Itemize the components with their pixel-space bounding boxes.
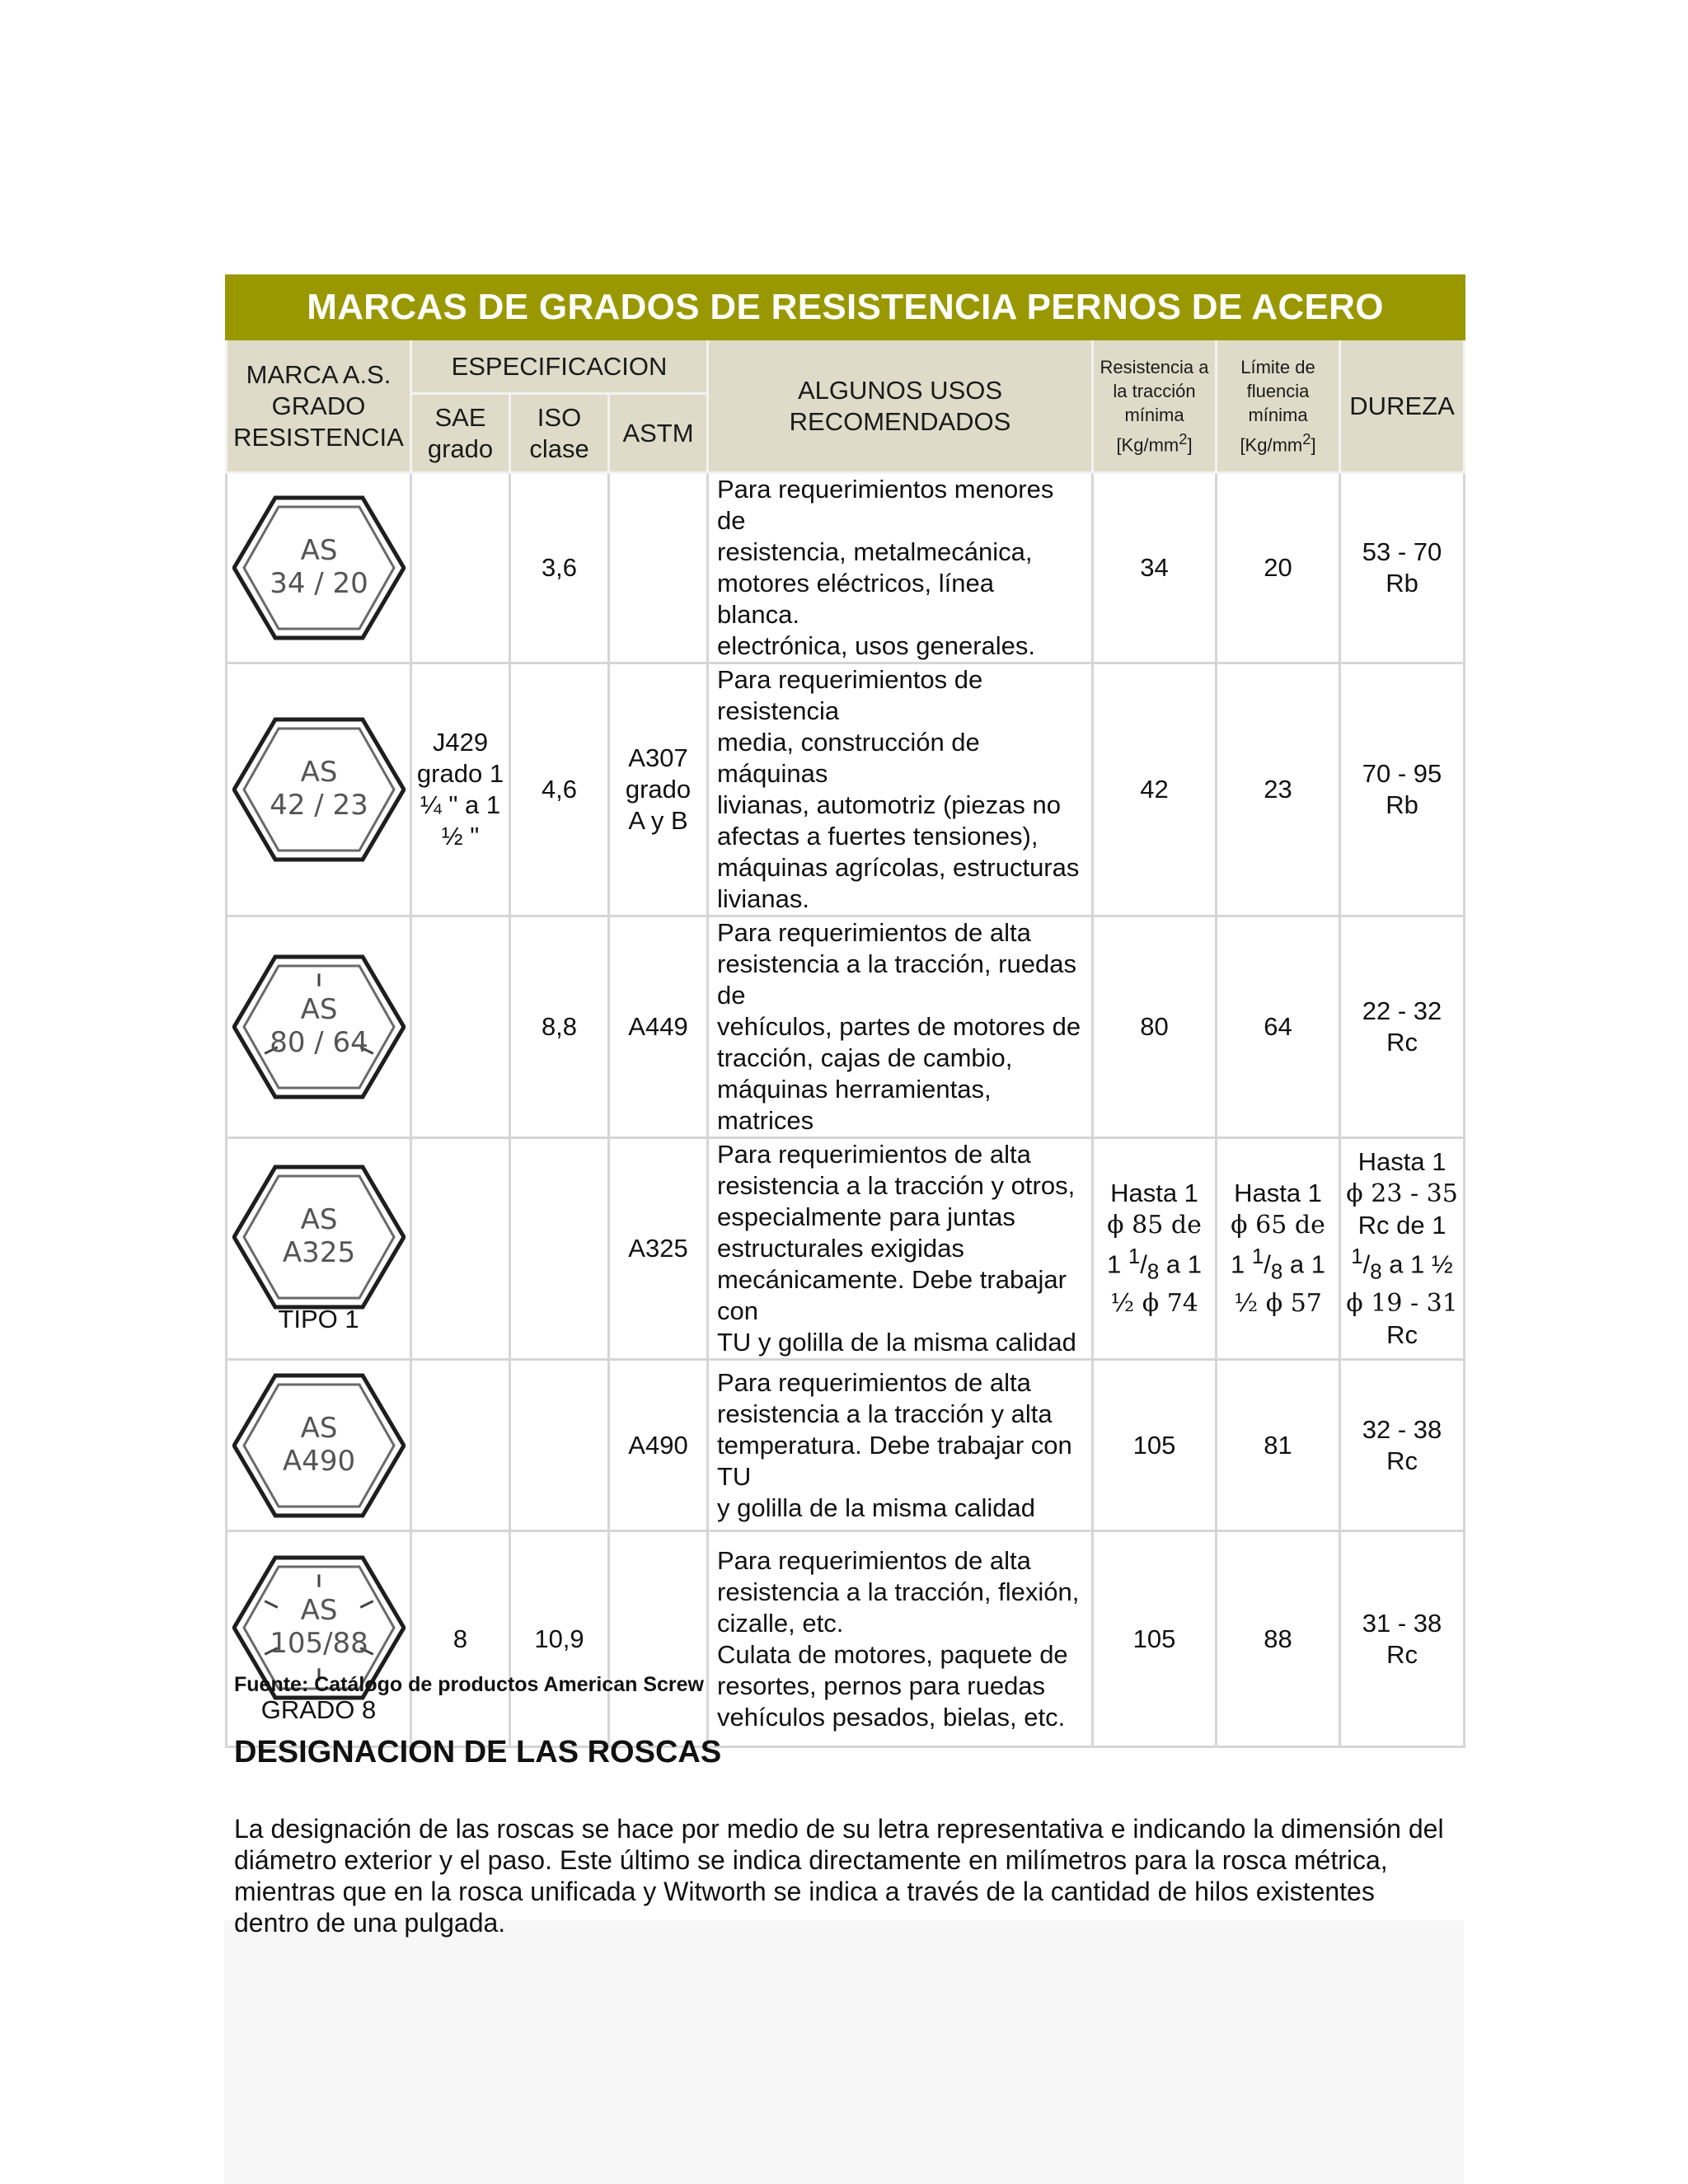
table-row [227,1138,1465,1360]
dureza-cell: 53 - 70 Rb [1340,473,1465,663]
header-dureza: DUREZA [1340,340,1465,473]
traccion-cell: 105 [1093,1531,1217,1747]
traccion-cell: 105 [1093,1360,1217,1531]
header-iso: ISO clase [510,394,609,473]
header-usos: ALGUNOS USOS RECOMENDADOS [708,340,1093,473]
uses-cell: Para requerimientos de resistencia media, construcción de máquinas livianas, automotriz (piezas no afectas a fuertes tensiones), máquinas agrícolas, estructuras livianas. [708,663,1093,916]
page-shade [224,1920,1464,2184]
header-astm: ASTM [609,394,708,473]
iso-cell [510,1138,609,1360]
bolt-mark-line1: AS [300,1203,337,1236]
table-title: MARCAS DE GRADOS DE RESISTENCIA PERNOS DE ACERO [227,276,1465,340]
section-heading: DESIGNACION DE LAS ROSCAS [234,1735,722,1769]
bolt-mark-line1: AS [300,756,337,789]
astm-cell [609,473,708,663]
table-row [227,1531,1465,1747]
header-especificacion: ESPECIFICACION [411,340,708,394]
bolt-mark-line1: AS [300,1593,337,1627]
dureza-cell: 32 - 38 Rc [1340,1360,1465,1531]
dureza-cell: 22 - 32 Rc [1340,916,1465,1138]
sae-cell [411,473,510,663]
iso-cell: 8,8 [510,916,609,1138]
traccion-cell: 42 [1093,663,1217,916]
table-row [227,916,1465,1138]
bolt-grade-table [225,274,1465,1748]
uses-cell: Para requerimientos menores de resistencia, metalmecánica, motores eléctricos, línea blanca. electrónica, usos generales. [708,473,1093,663]
bolt-mark-line2: A490 [282,1444,355,1478]
header-sae: SAE grado [411,394,510,473]
dureza-cell: 31 - 38 Rc [1340,1531,1465,1747]
header-traccion: Resistencia a la tracción mínima $[Kg/mm^2]$ [1093,340,1217,473]
table-row [227,473,1465,663]
dureza-cell: 70 - 95 Rb [1340,663,1465,916]
bolt-mark-line2: 34 / 20 [269,567,368,600]
source-note: Fuente: Catálogo de productos American Screw [234,1673,705,1696]
fluencia-cell: 23 [1217,663,1340,916]
bolt-mark-cell [227,916,411,1138]
bolt-mark-line2: 42 / 23 [269,789,368,822]
header-fluencia: Límite de fluencia mínima $[Kg/mm^2]$ [1217,340,1340,473]
bolt-mark-cell [227,663,411,916]
traccion-cell: 34 [1093,473,1217,663]
bolt-mark-line1: AS [300,1411,337,1445]
iso-cell: 10,9 [510,1531,609,1747]
dureza-cell: Hasta 1 ϕ 23 - 35 Rc de 1 $^1/_8$ a 1 ½ ϕ 19 - 31 Rc [1340,1138,1465,1360]
bolt-mark-cell [227,1360,411,1531]
bolt-mark-line2: 80 / 64 [269,1026,368,1059]
astm-cell: A490 [609,1360,708,1531]
fluencia-cell: Hasta 1 ϕ 65 de 1 $^1/_8$ a 1 ½ ϕ 57 [1217,1138,1340,1360]
uses-cell: Para requerimientos de alta resistencia a la tracción y alta temperatura. Debe trabajar con TU y golilla de la misma calidad [708,1360,1093,1531]
traccion-cell: Hasta 1 ϕ 85 de 1 $^1/_8$ a 1 ½ ϕ 74 [1093,1138,1217,1360]
astm-cell: A449 [609,916,708,1138]
table-row [227,1360,1465,1531]
bolt-mark-line2: A325 [282,1236,355,1269]
body-paragraph: La designación de las roscas se hace por medio de su letra representativa e indicando la dimensión del diámetro exterior y el paso. Este último se indica directamente en milímetros para la rosca métrica, mientras que en la rosca unificada y Witworth se indica a través de la cantidad de hilos existentes dentro de una pulgada. [234,1814,1444,1938]
hexagon-bolt-icon [232,715,406,864]
hexagon-bolt-icon [232,1163,406,1311]
hexagon-bolt-icon [232,1371,406,1520]
astm-cell [609,1531,708,1747]
fluencia-cell: 81 [1217,1360,1340,1531]
fluencia-cell: 20 [1217,473,1340,663]
bolt-mark-cell [227,1531,411,1747]
bolt-mark-line1: AS [300,993,337,1026]
traccion-cell: 80 [1093,916,1217,1138]
bolt-mark-line2: 105/88 [269,1626,368,1660]
sae-cell [411,1138,510,1360]
bolt-caption: GRADO 8 [260,1694,377,1724]
uses-cell: Para requerimientos de alta resistencia a la tracción y otros, especialmente para juntas estructurales exigidas mecánicamente. Debe trabajar con TU y golilla de la misma calidad [708,1138,1093,1360]
hexagon-bolt-icon [232,494,406,642]
iso-cell [510,1360,609,1531]
uses-cell: Para requerimientos de alta resistencia a la tracción, ruedas de vehículos, partes de motores de tracción, cajas de cambio, máquinas herramientas, matrices [708,916,1093,1138]
hexagon-bolt-icon [232,953,406,1101]
bolt-caption: TIPO 1 [278,1305,359,1333]
sae-cell: 8 [411,1531,510,1747]
fluencia-cell: 88 [1217,1531,1340,1747]
iso-cell: 3,6 [510,473,609,663]
fluencia-cell: 64 [1217,916,1340,1138]
table-row [227,663,1465,916]
sae-cell [411,916,510,1138]
astm-cell: A325 [609,1138,708,1360]
iso-cell: 4,6 [510,663,609,916]
sae-cell [411,1360,510,1531]
uses-cell: Para requerimientos de alta resistencia a la tracción, flexión, cizalle, etc. Culata de motores, paquete de resortes, pernos para ruedas vehículos pesados, bielas, etc. [708,1531,1093,1747]
bolt-mark-cell [227,1138,411,1360]
astm-cell: A307 grado A y B [609,663,708,916]
header-marca: MARCA A.S. GRADO RESISTENCIA [227,340,411,473]
bolt-mark-cell [227,473,411,663]
bolt-mark-line1: AS [300,534,337,567]
sae-cell: J429 grado 1 ¼ " a 1 ½ " [411,663,510,916]
